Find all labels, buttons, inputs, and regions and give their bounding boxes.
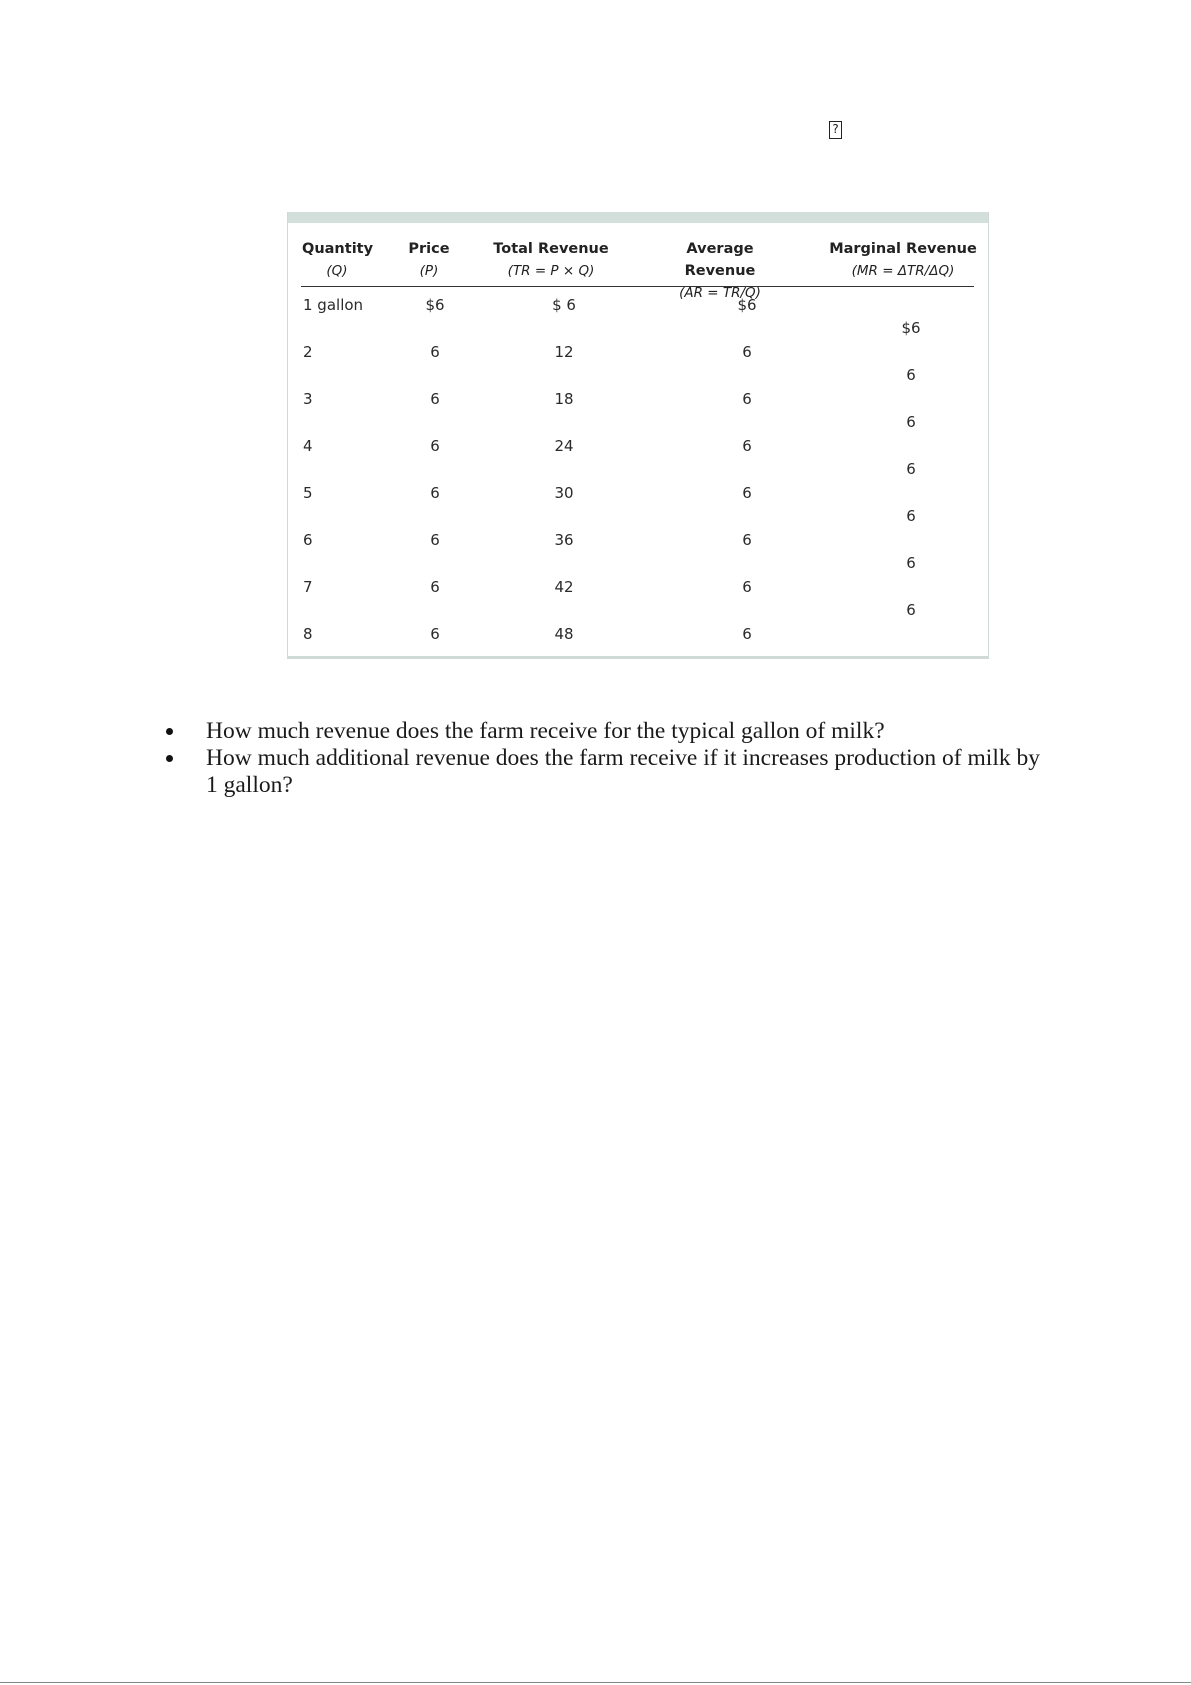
question-text: How much revenue does the farm receive for the typical gallon of milk? xyxy=(206,718,885,744)
column-header-marginal-revenue xyxy=(828,238,978,282)
column-header-subtitle: (AR = TR/Q) xyxy=(679,285,761,301)
column-header-subtitle: (P) xyxy=(419,263,439,279)
cell-average-revenue: 6 xyxy=(742,484,752,502)
question-item xyxy=(160,745,1040,799)
bullet-icon xyxy=(166,728,173,735)
column-header-quantity xyxy=(302,238,372,282)
cell-average-revenue: 6 xyxy=(742,437,752,455)
column-header-subtitle: (TR = P × Q) xyxy=(507,263,595,279)
cell-total-revenue: 36 xyxy=(554,531,574,549)
cell-average-revenue: 6 xyxy=(742,578,752,596)
column-header-subtitle: (MR = ΔTR/ΔQ) xyxy=(851,263,955,279)
cell-quantity: 7 xyxy=(303,578,313,596)
cell-quantity: 1 gallon xyxy=(303,296,364,314)
cell-quantity: 3 xyxy=(303,390,313,408)
cell-quantity: 5 xyxy=(303,484,313,502)
cell-total-revenue: $ 6 xyxy=(552,296,576,314)
cell-total-revenue: 18 xyxy=(554,390,574,408)
cell-total-revenue: 42 xyxy=(554,578,574,596)
header-divider xyxy=(301,286,974,287)
cell-quantity: 4 xyxy=(303,437,313,455)
column-header-price xyxy=(399,238,459,282)
cell-marginal-revenue: 6 xyxy=(906,601,916,619)
bullet-icon xyxy=(166,755,173,762)
cell-quantity: 2 xyxy=(303,343,313,361)
cell-average-revenue: 6 xyxy=(742,390,752,408)
question-text: How much additional revenue does the farm receive if it increases production of milk by 1 gallon? xyxy=(206,745,1040,798)
column-header-average-revenue xyxy=(650,238,790,304)
cell-total-revenue: 24 xyxy=(554,437,574,455)
cell-price: 6 xyxy=(430,578,440,596)
column-header-title: Total Revenue xyxy=(493,241,609,257)
cell-marginal-revenue: 6 xyxy=(906,507,916,525)
question-list xyxy=(160,718,1040,799)
cell-quantity: 6 xyxy=(303,531,313,549)
cell-average-revenue: 6 xyxy=(742,625,752,643)
cell-total-revenue: 30 xyxy=(554,484,574,502)
cell-price: 6 xyxy=(430,343,440,361)
cell-average-revenue: $6 xyxy=(737,296,757,314)
missing-glyph-box: ? xyxy=(829,121,842,139)
cell-marginal-revenue: 6 xyxy=(906,366,916,384)
cell-price: 6 xyxy=(430,437,440,455)
column-header-title: Price xyxy=(408,241,450,257)
cell-marginal-revenue: $6 xyxy=(901,319,921,337)
table-top-bar xyxy=(288,212,988,223)
cell-price: 6 xyxy=(430,390,440,408)
page-bottom-rule xyxy=(0,1682,1191,1683)
question-item xyxy=(160,718,1040,745)
cell-price: 6 xyxy=(430,625,440,643)
cell-price: 6 xyxy=(430,531,440,549)
column-header-title: Average Revenue xyxy=(684,241,756,279)
cell-price: 6 xyxy=(430,484,440,502)
column-header-title: Quantity xyxy=(302,241,374,257)
cell-total-revenue: 12 xyxy=(554,343,574,361)
cell-total-revenue: 48 xyxy=(554,625,574,643)
column-header-total-revenue xyxy=(491,238,611,282)
revenue-table xyxy=(287,212,989,659)
cell-marginal-revenue: 6 xyxy=(906,554,916,572)
column-header-title: Marginal Revenue xyxy=(829,241,977,257)
column-header-subtitle: (Q) xyxy=(326,263,348,279)
cell-price: $6 xyxy=(425,296,445,314)
cell-marginal-revenue: 6 xyxy=(906,413,916,431)
cell-average-revenue: 6 xyxy=(742,531,752,549)
cell-average-revenue: 6 xyxy=(742,343,752,361)
cell-marginal-revenue: 6 xyxy=(906,460,916,478)
cell-quantity: 8 xyxy=(303,625,313,643)
